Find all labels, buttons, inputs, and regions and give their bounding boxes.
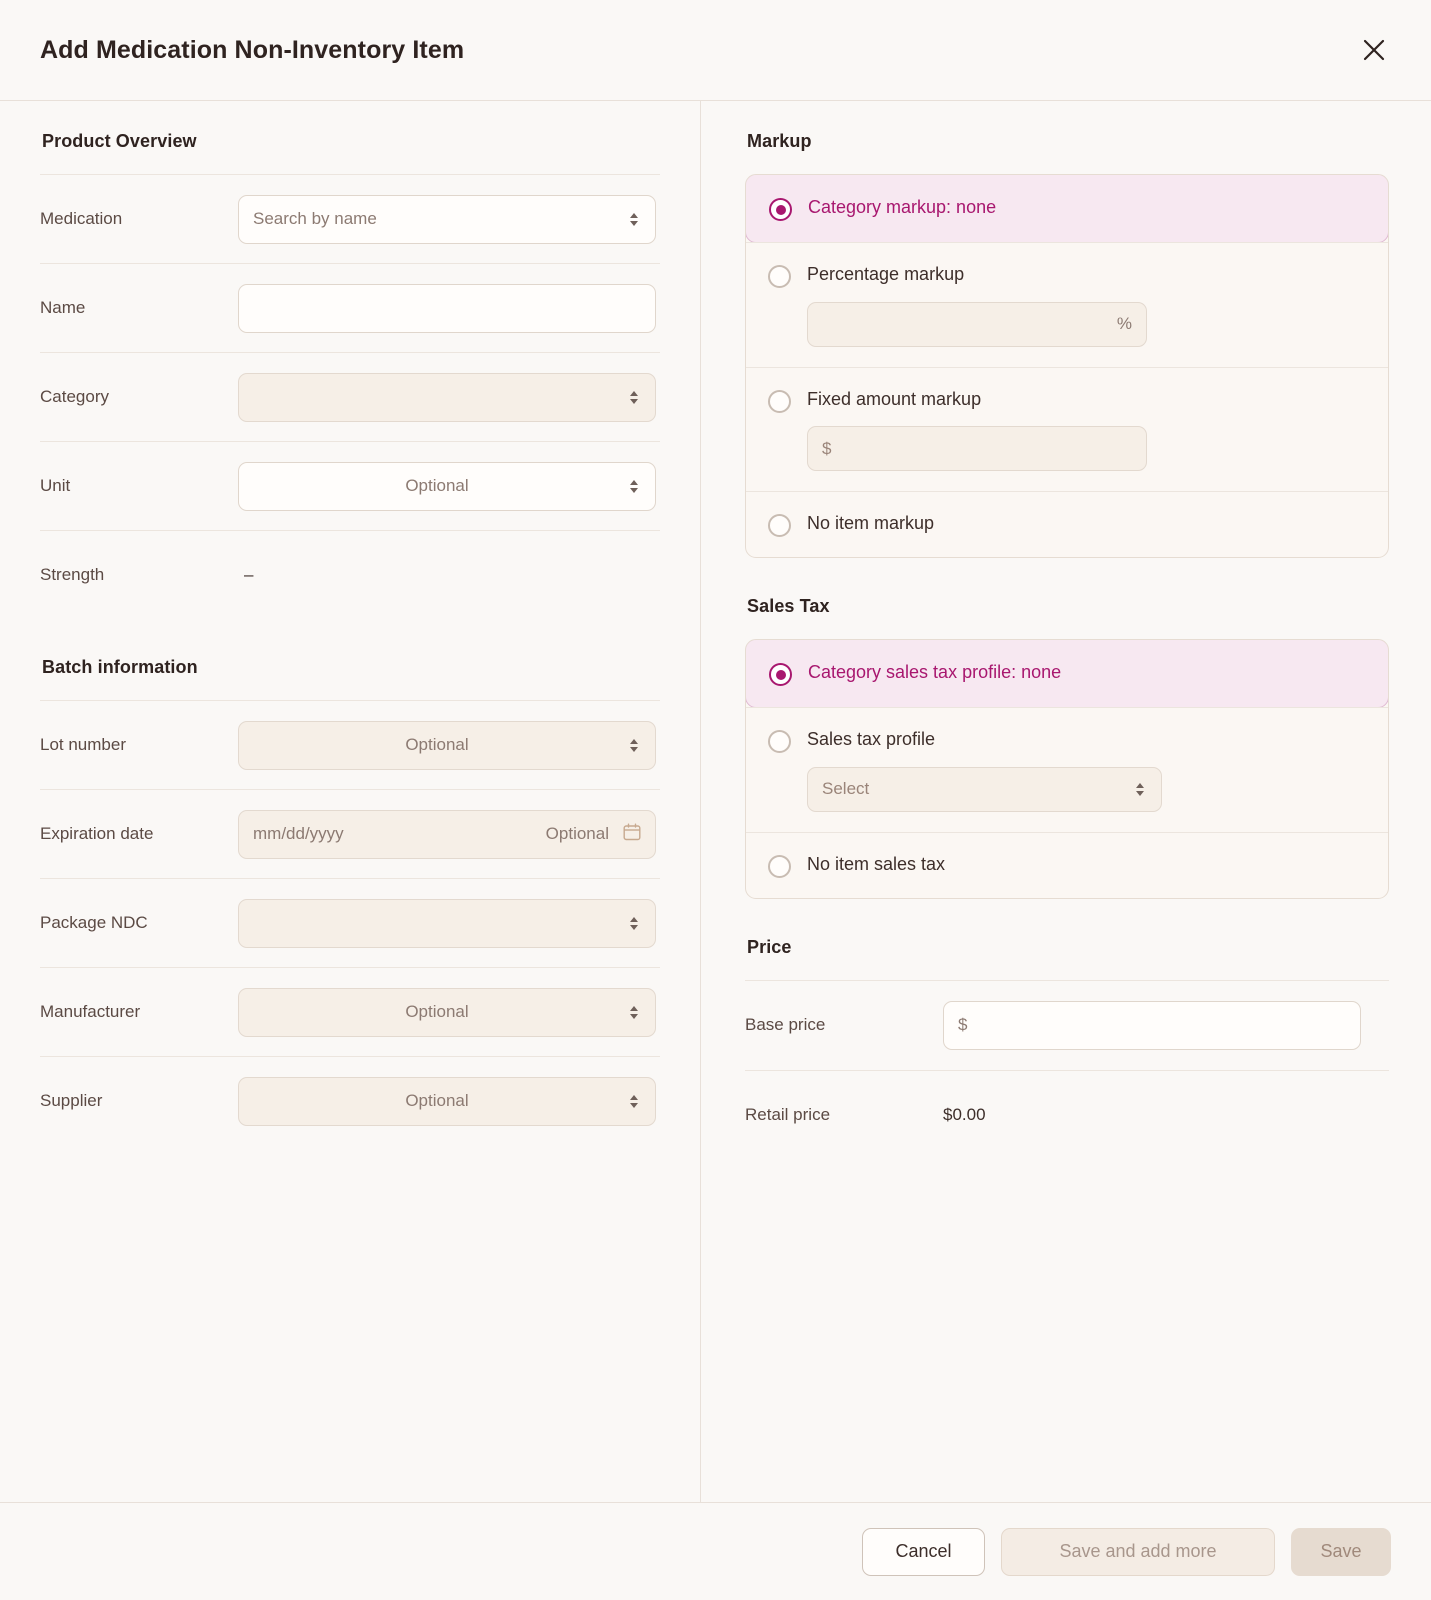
close-icon[interactable]	[1351, 27, 1397, 73]
radio-no-item-markup[interactable]	[746, 491, 1388, 557]
unit-optional-text: Optional	[405, 476, 469, 495]
field-row-unit	[40, 441, 660, 530]
section-title-product-overview: Product Overview	[42, 131, 197, 151]
price-row-base-price	[745, 980, 1389, 1070]
label-medication: Medication	[40, 208, 123, 228]
expiration-date-placeholder: mm/dd/yyyy	[253, 824, 344, 843]
label-name: Name	[40, 297, 86, 317]
field-row-medication	[40, 174, 660, 263]
radio-fixed-amount-markup[interactable]	[746, 367, 1388, 492]
lot-number-select[interactable]	[238, 721, 656, 770]
radio-sales-tax-profile[interactable]	[746, 707, 1388, 832]
expiration-date-optional-text: Optional	[545, 824, 609, 843]
percentage-markup-input[interactable]	[807, 302, 1147, 347]
radio-label: Fixed amount markup	[807, 388, 982, 409]
radio-percentage-markup[interactable]	[746, 242, 1388, 367]
calendar-icon[interactable]	[623, 823, 641, 846]
chevron-updown-icon	[627, 213, 641, 226]
label-base-price: Base price	[745, 1015, 826, 1034]
chevron-updown-icon	[627, 391, 641, 404]
field-row-supplier	[40, 1056, 660, 1145]
radio-label: Percentage markup	[807, 264, 965, 284]
field-row-expiration-date	[40, 789, 660, 878]
dollar-symbol: $	[958, 1015, 968, 1034]
radio-icon	[769, 198, 792, 221]
chevron-updown-icon	[627, 739, 641, 752]
radio-icon	[769, 663, 792, 686]
sales-tax-profile-select[interactable]	[807, 767, 1162, 812]
markup-radio-group	[745, 174, 1389, 558]
package-ndc-select[interactable]	[238, 899, 656, 948]
percent-symbol: %	[1116, 314, 1132, 333]
sales-tax-profile-placeholder: Select	[822, 779, 870, 798]
label-manufacturer: Manufacturer	[40, 1001, 141, 1021]
sales-tax-radio-group	[745, 639, 1389, 899]
section-title-batch-information: Batch information	[42, 657, 198, 677]
manufacturer-select[interactable]	[238, 988, 656, 1037]
field-row-package-ndc	[40, 878, 660, 967]
label-strength: Strength	[40, 564, 105, 584]
cancel-button[interactable]: Cancel	[862, 1528, 985, 1576]
section-title-price: Price	[747, 936, 792, 957]
radio-label: Category sales tax profile: none	[808, 662, 1062, 682]
radio-icon	[768, 390, 791, 413]
section-title-markup: Markup	[747, 131, 812, 151]
expiration-date-input[interactable]	[238, 810, 656, 859]
chevron-updown-icon	[627, 1006, 641, 1019]
field-row-name	[40, 263, 660, 352]
lot-number-optional-text: Optional	[405, 735, 469, 754]
radio-label: Category markup: none	[808, 197, 997, 217]
radio-icon	[768, 855, 791, 878]
dollar-symbol: $	[822, 438, 832, 458]
medication-placeholder: Search by name	[253, 209, 377, 228]
manufacturer-optional-text: Optional	[405, 1002, 469, 1021]
label-supplier: Supplier	[40, 1090, 103, 1110]
radio-label: Sales tax profile	[807, 729, 936, 749]
radio-icon	[768, 730, 791, 753]
field-row-category	[40, 352, 660, 441]
section-title-sales-tax: Sales Tax	[747, 596, 830, 616]
chevron-updown-icon	[627, 917, 641, 930]
field-row-strength	[40, 530, 660, 619]
price-row-retail-price	[745, 1070, 1389, 1160]
radio-category-markup-none[interactable]	[745, 174, 1389, 243]
radio-category-sales-tax-none[interactable]	[745, 639, 1389, 708]
save-and-add-more-button[interactable]: Save and add more	[1001, 1528, 1275, 1576]
page-title: Add Medication Non-Inventory Item	[40, 35, 465, 64]
label-unit: Unit	[40, 475, 71, 495]
medication-select[interactable]	[238, 195, 656, 244]
unit-select[interactable]	[238, 462, 656, 511]
radio-label: No item markup	[807, 513, 935, 533]
label-package-ndc: Package NDC	[40, 912, 148, 932]
radio-no-item-sales-tax[interactable]	[746, 832, 1388, 898]
label-expiration-date: Expiration date	[40, 823, 154, 843]
supplier-select[interactable]	[238, 1077, 656, 1126]
label-retail-price: Retail price	[745, 1105, 831, 1124]
field-row-manufacturer	[40, 967, 660, 1056]
retail-price-value: $0.00	[943, 1105, 986, 1124]
chevron-updown-icon	[627, 480, 641, 493]
dialog-header	[0, 0, 1431, 101]
save-button[interactable]: Save	[1291, 1528, 1391, 1576]
fixed-amount-markup-input[interactable]	[807, 426, 1147, 471]
radio-label: No item sales tax	[807, 853, 946, 874]
label-category: Category	[40, 386, 109, 406]
name-input[interactable]	[238, 284, 656, 333]
dialog-body	[0, 101, 1431, 1502]
strength-value: –	[244, 565, 254, 584]
supplier-optional-text: Optional	[405, 1091, 469, 1110]
radio-icon	[768, 265, 791, 288]
chevron-updown-icon	[1133, 783, 1147, 796]
radio-icon	[768, 514, 791, 537]
label-lot-number: Lot number	[40, 734, 126, 754]
dialog-footer	[0, 1502, 1431, 1600]
right-column	[701, 101, 1431, 1502]
field-row-lot-number	[40, 700, 660, 789]
base-price-input[interactable]	[943, 1001, 1361, 1050]
left-column	[0, 101, 701, 1502]
category-select[interactable]	[238, 373, 656, 422]
chevron-updown-icon	[627, 1095, 641, 1108]
